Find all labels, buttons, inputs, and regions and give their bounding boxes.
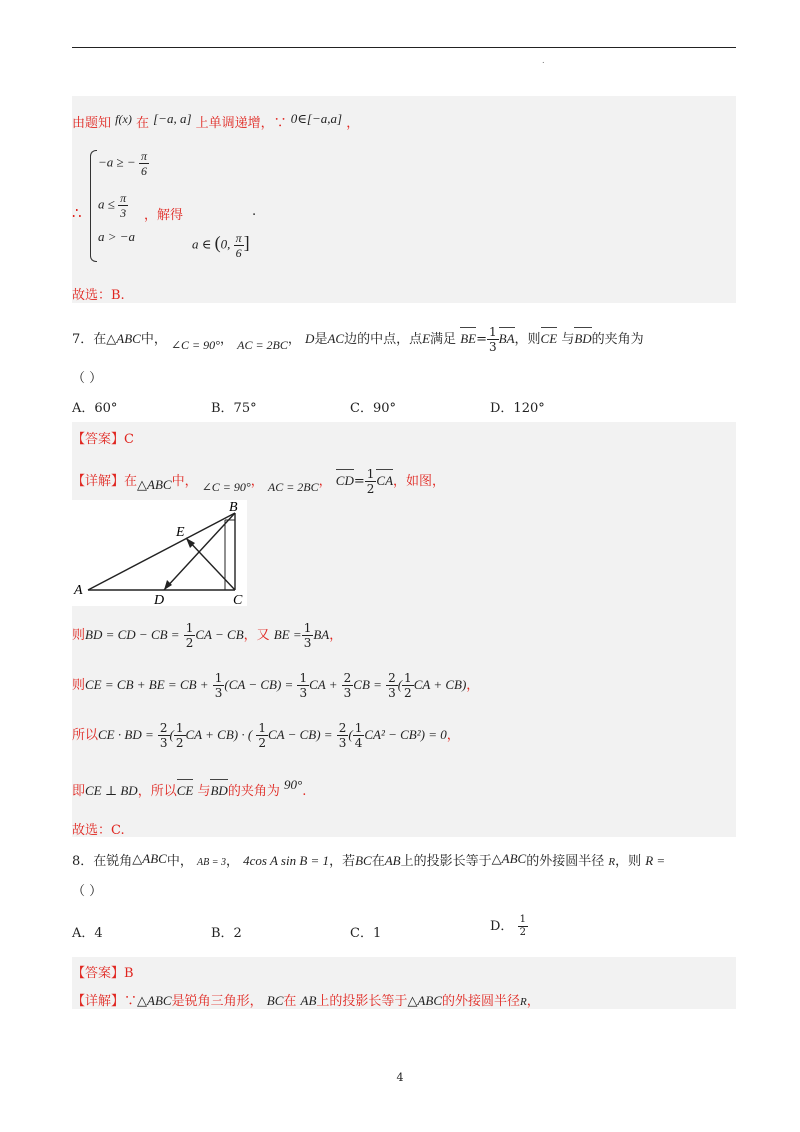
math: CA² − CB²) = 0 xyxy=(364,727,447,742)
header-rule xyxy=(72,47,736,48)
vector: BE xyxy=(460,331,477,346)
num: 1 xyxy=(185,621,194,635)
math: BC xyxy=(355,853,372,868)
den: 2 xyxy=(404,686,412,700)
q8-option-a: A．4 xyxy=(72,926,103,941)
answer-tag: 【答案】 xyxy=(72,432,125,447)
label-d: D xyxy=(154,593,165,606)
choose-text: 故选：B. xyxy=(72,288,125,303)
text: 在 xyxy=(371,854,385,869)
den: 3 xyxy=(388,686,396,700)
detail-line-0 xyxy=(72,468,445,495)
den: 3 xyxy=(214,686,223,700)
math: ( xyxy=(169,727,174,742)
math: R xyxy=(520,996,527,1008)
math: AC = 2BC xyxy=(267,480,319,494)
fraction xyxy=(234,232,244,259)
text: 的外接圆半径 xyxy=(526,854,605,869)
den: 6 xyxy=(140,164,147,178)
text: 上的投影长等于 xyxy=(316,994,408,1009)
text: 在 xyxy=(135,116,149,131)
text: ， xyxy=(250,474,264,489)
num: π xyxy=(140,149,147,163)
text: ，又 xyxy=(243,628,270,643)
text: ，若 xyxy=(329,854,356,869)
text: ， xyxy=(346,116,360,131)
label-c: C xyxy=(233,593,243,606)
math: 0, xyxy=(220,236,231,252)
den: 3 xyxy=(120,206,127,220)
text: 8．在锐角 xyxy=(72,854,133,869)
text: 则 xyxy=(72,678,86,693)
num: 1 xyxy=(489,325,497,339)
fraction xyxy=(342,672,354,699)
math-cond: 0∈[−a,a] xyxy=(290,111,343,126)
q7-option-c: C．90° xyxy=(350,401,396,416)
text: 所以 xyxy=(72,728,99,743)
text: ，则 xyxy=(514,332,541,347)
math: CE = CB + BE = CB + xyxy=(85,677,209,692)
sys-line-2 xyxy=(98,192,128,219)
text: 与 xyxy=(561,332,575,347)
sys-line-1 xyxy=(98,150,149,177)
math: CE · BD = xyxy=(98,727,154,742)
den: 4 xyxy=(354,736,363,750)
fraction xyxy=(337,722,349,749)
fraction xyxy=(297,672,309,699)
detail-line-2 xyxy=(72,672,479,699)
math: CA + xyxy=(309,677,338,692)
system-brace xyxy=(90,150,97,262)
math: CA − CB xyxy=(195,627,244,642)
text: 的夹角为 xyxy=(591,332,644,347)
text: 中， xyxy=(140,332,167,347)
math-fx: f(x) xyxy=(115,112,132,126)
num: 1 xyxy=(175,721,184,735)
fraction xyxy=(118,192,128,219)
q8-stem xyxy=(72,850,665,869)
math: CA + CB) xyxy=(413,677,467,692)
q8-paren: （ ） xyxy=(72,884,103,899)
choose-text: 故选：C. xyxy=(72,823,125,838)
math: BC xyxy=(266,993,284,1008)
math-interval: [−a, a] xyxy=(153,111,192,126)
den: 2 xyxy=(185,636,194,650)
fraction xyxy=(139,150,149,177)
math: = xyxy=(353,474,365,489)
den: 2 xyxy=(519,927,526,938)
math: CE ⊥ BD xyxy=(85,783,138,798)
text: ∵ xyxy=(124,994,138,1009)
q8-option-c: C．1 xyxy=(350,926,382,941)
den: 3 xyxy=(489,340,497,354)
text: 中， xyxy=(166,854,193,869)
den: 6 xyxy=(235,246,242,260)
math: D xyxy=(305,331,315,346)
result-math: a ∈ (0, $\frac{\pi}{6}$ ] xyxy=(192,231,250,260)
math: AC = 2BC xyxy=(237,338,288,352)
triangle-figure xyxy=(72,500,247,606)
math: 90° xyxy=(283,777,303,792)
text: ， xyxy=(526,994,540,1009)
fraction xyxy=(302,622,314,649)
math: ∠C = 90° xyxy=(201,480,251,494)
text: 是锐角三角形， xyxy=(171,994,263,1009)
text: ，如图， xyxy=(393,474,446,489)
text: 的夹角为 xyxy=(227,784,280,799)
den: 3 xyxy=(299,686,308,700)
math: a ∈ xyxy=(192,236,212,252)
text: 即 xyxy=(72,784,86,799)
q8-detail-block xyxy=(72,987,736,1009)
vector: BD xyxy=(574,331,592,346)
text: ， xyxy=(466,678,480,693)
q8-detail-line xyxy=(72,990,540,1009)
math: a ≤ xyxy=(98,196,115,212)
text: . xyxy=(302,784,307,799)
therefore-symbol: ∴ xyxy=(72,204,82,222)
num: 1 xyxy=(214,671,223,685)
den: 3 xyxy=(338,736,347,750)
math: △ABC xyxy=(137,993,172,1008)
math: ( xyxy=(348,727,353,742)
triangle-svg xyxy=(72,500,247,606)
q7-option-b: B．75° xyxy=(211,401,257,416)
math: BE = xyxy=(273,627,302,642)
num: 2 xyxy=(388,671,396,685)
num: 1 xyxy=(404,671,412,685)
num: 1 xyxy=(519,914,526,925)
math: CB = xyxy=(353,677,382,692)
q7-paren: （ ） xyxy=(72,371,103,386)
vector: BA xyxy=(498,331,515,346)
math: CA − CB) = xyxy=(267,727,333,742)
q7-answer-block xyxy=(72,422,736,452)
num: 1 xyxy=(299,671,308,685)
math: ( xyxy=(397,677,403,692)
math: △ABC xyxy=(137,477,172,492)
num: 1 xyxy=(354,721,363,735)
vector: CE xyxy=(176,783,194,798)
text: 的外接圆半径 xyxy=(442,994,521,1009)
math: △ABC xyxy=(407,993,442,1008)
page-number: 4 xyxy=(396,1071,404,1084)
math: = xyxy=(476,332,487,347)
text: 在 xyxy=(124,474,138,489)
q7-option-a: A．60° xyxy=(72,401,118,416)
text: ， xyxy=(225,854,239,869)
q8-answer xyxy=(72,962,134,981)
sys-line-3: a > −a xyxy=(98,229,136,244)
text: ， xyxy=(287,332,301,347)
math: −a ≥ − xyxy=(98,154,136,170)
num: 2 xyxy=(343,671,352,685)
fraction xyxy=(174,722,186,749)
den: 2 xyxy=(366,482,375,496)
math: AB xyxy=(300,993,317,1008)
q8-answer-block xyxy=(72,957,736,987)
prev-line1 xyxy=(72,111,359,131)
den: 2 xyxy=(258,736,266,750)
text: 边的中点，点 xyxy=(344,332,423,347)
math: AC xyxy=(327,331,345,346)
text: 满足 xyxy=(430,332,457,347)
q7-option-d: D．120° xyxy=(490,401,545,416)
text: 7．在△ xyxy=(72,332,117,347)
detail-line-3 xyxy=(72,722,460,749)
text: ， xyxy=(219,332,233,347)
fraction xyxy=(386,672,398,699)
detail-line-4 xyxy=(72,777,306,799)
q7-detail-block xyxy=(72,452,736,837)
fraction xyxy=(256,722,268,749)
num: π xyxy=(235,231,242,245)
vector: CD xyxy=(335,473,354,488)
den: 3 xyxy=(159,736,168,750)
text: ，则 xyxy=(615,854,642,869)
math: R = xyxy=(645,853,666,868)
fraction xyxy=(402,672,414,699)
num: 2 xyxy=(159,721,168,735)
vector: CE xyxy=(540,331,558,346)
fraction xyxy=(353,722,365,749)
detail-tag: 【详解】 xyxy=(72,994,125,1009)
text: D． xyxy=(490,919,514,934)
fraction xyxy=(158,722,170,749)
q8-option-b: B．2 xyxy=(211,926,242,941)
den: 3 xyxy=(303,636,312,650)
den: 2 xyxy=(175,736,184,750)
den: 3 xyxy=(343,686,352,700)
fraction xyxy=(487,326,499,353)
text: ， xyxy=(318,474,332,489)
math: ∠C = 90° xyxy=(171,338,220,352)
prev-solution-block xyxy=(72,96,736,303)
vector: CA xyxy=(376,473,394,488)
fraction xyxy=(184,622,196,649)
q7-stem xyxy=(72,326,644,353)
text: 上单调递增，∵ xyxy=(195,116,287,131)
num: π xyxy=(120,191,127,205)
text: 是 xyxy=(314,332,328,347)
math: R xyxy=(608,856,616,868)
label-e: E xyxy=(176,525,185,540)
num: 2 xyxy=(338,721,347,735)
math: (CA − CB) = xyxy=(224,677,294,692)
answer-tag: 【答案】 xyxy=(72,966,125,981)
math: △ABC xyxy=(132,851,167,866)
period: . xyxy=(252,204,257,219)
math: E xyxy=(422,331,431,346)
text: ， xyxy=(446,728,460,743)
num: 1 xyxy=(366,467,375,481)
label-a: A xyxy=(74,583,83,598)
answer-value: B xyxy=(124,966,134,981)
text: 上的投影长等于 xyxy=(400,854,492,869)
text: ， xyxy=(329,628,343,643)
q7-answer xyxy=(72,428,134,447)
math: BA xyxy=(313,627,330,642)
math: AB = 3 xyxy=(197,857,226,868)
q8-option-d xyxy=(490,915,528,938)
text: 中， xyxy=(171,474,198,489)
vector: BD xyxy=(210,783,228,798)
detail-line-1 xyxy=(72,622,342,649)
fraction xyxy=(518,915,528,938)
detail-tag: 【详解】 xyxy=(72,474,125,489)
math: AB xyxy=(384,853,401,868)
num: 1 xyxy=(258,721,266,735)
num: 1 xyxy=(303,621,312,635)
header-dot: . xyxy=(542,56,545,65)
solve-text: ，解得 xyxy=(144,208,184,223)
text: ，所以 xyxy=(137,784,177,799)
math: CA + CB) · ( xyxy=(185,727,253,742)
fraction xyxy=(213,672,225,699)
math: ABC xyxy=(116,331,141,346)
text: 由题知 xyxy=(72,116,112,131)
text: 与 xyxy=(197,784,211,799)
fraction xyxy=(365,468,377,495)
text: 则 xyxy=(72,628,86,643)
label-b: B xyxy=(229,500,238,515)
text: 在 xyxy=(283,994,297,1009)
answer-value: C xyxy=(124,432,134,447)
math: △ABC xyxy=(491,851,527,866)
math: 4cos A sin B = 1 xyxy=(243,853,330,868)
math: BD = CD − CB = xyxy=(85,627,180,642)
